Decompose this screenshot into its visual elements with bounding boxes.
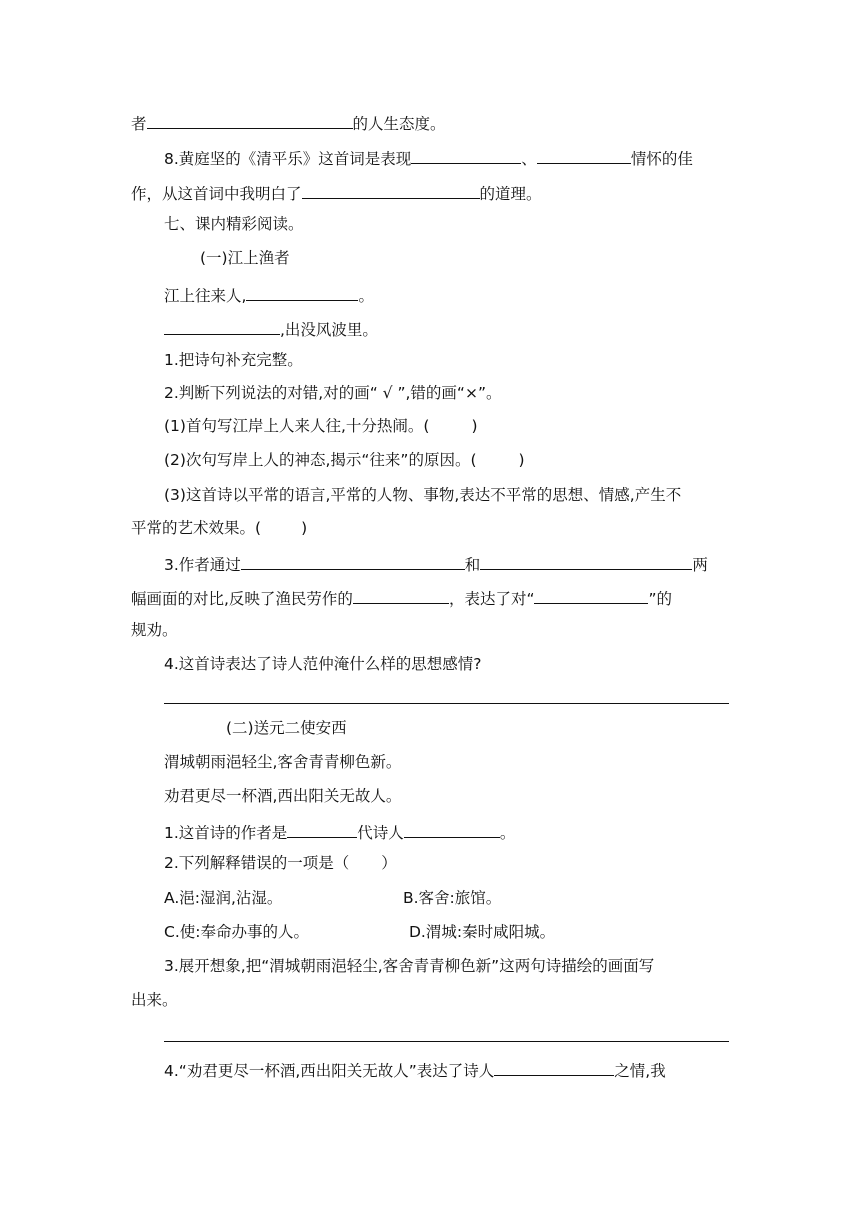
answer-blank[interactable] <box>241 552 465 570</box>
question-continued <box>131 586 672 609</box>
text: 8.黄庭坚的《清平乐》这首词是表现 <box>164 150 412 168</box>
question: 3.展开想象,把“渭城朝雨浥轻尘,客舍青青柳色新”这两句诗描绘的画面写 <box>164 957 655 975</box>
judge-item: (3)这首诗以平常的语言,平常的人物、事物,表达不平常的思想、情感,产生不 <box>164 486 682 504</box>
text: 情怀的佳 <box>630 150 693 168</box>
answer-line[interactable] <box>164 1041 729 1042</box>
text: ) <box>471 417 478 435</box>
text: 1.这首诗的作者是 <box>164 824 288 842</box>
text: 。 <box>499 824 516 842</box>
text: 两 <box>692 556 708 574</box>
text: 作，从这首词中我明白了 <box>131 185 302 203</box>
judge-item-continued <box>131 518 307 538</box>
answer-blank[interactable] <box>302 181 480 199</box>
question: 1.把诗句补充完整。 <box>164 351 303 369</box>
answer-blank[interactable] <box>537 146 631 164</box>
answer-blank[interactable] <box>164 317 280 335</box>
text: 幅画面的对比,反映了渔民劳作的 <box>131 590 353 608</box>
question-8-continued <box>131 181 542 204</box>
question-continued: 规劝。 <box>131 621 178 639</box>
judge-item <box>164 416 478 436</box>
question-8 <box>164 146 693 169</box>
text: 2.下列解释错误的一项是（ <box>164 854 350 872</box>
poem-title: (二)送元二使安西 <box>226 719 347 737</box>
text: ，表达了对“ <box>448 590 535 608</box>
question <box>164 853 397 873</box>
answer-blank[interactable] <box>353 586 449 604</box>
text: (2)次句写岸上人的神态,揭示“往来”的原因。( <box>164 451 477 469</box>
answer-line[interactable] <box>164 703 729 704</box>
answer-blank[interactable] <box>411 146 521 164</box>
text-line <box>131 111 446 134</box>
answer-blank[interactable] <box>494 1058 614 1076</box>
option-b: B.客舍:旅馆。 <box>403 889 502 907</box>
text: (1)首句写江岸上人来人往,十分热闹。( <box>164 417 430 435</box>
text: ) <box>518 451 525 469</box>
text: 江上往来人, <box>164 287 247 305</box>
text: 4.“劝君更尽一杯酒,西出阳关无故人”表达了诗人 <box>164 1062 495 1080</box>
answer-blank[interactable] <box>246 283 358 301</box>
text: 的人生态度。 <box>352 115 446 133</box>
poem-verse: 劝君更尽一杯酒,西出阳关无故人。 <box>164 787 402 805</box>
text: 者 <box>131 115 147 133</box>
poem-verse <box>164 283 374 306</box>
text: 之情,我 <box>614 1062 666 1080</box>
text: 、 <box>521 150 537 168</box>
answer-blank[interactable] <box>287 820 357 838</box>
question <box>164 820 515 843</box>
answer-blank[interactable] <box>534 586 648 604</box>
text: ） <box>381 854 397 872</box>
poem-title: (一)江上渔者 <box>200 249 290 267</box>
text: 。 <box>358 287 374 305</box>
answer-blank[interactable] <box>404 820 500 838</box>
judge-item <box>164 450 525 470</box>
question <box>164 1058 666 1081</box>
question-continued: 出来。 <box>131 991 178 1009</box>
text: 和 <box>464 556 481 574</box>
text: ,出没风波里。 <box>280 321 378 339</box>
question <box>164 552 708 575</box>
answer-blank[interactable] <box>480 552 692 570</box>
option-a: A.浥:湿润,沾湿。 <box>164 889 283 907</box>
text: 代诗人 <box>357 824 404 842</box>
section-heading: 七、课内精彩阅读。 <box>164 215 304 233</box>
text: ) <box>301 519 308 537</box>
option-c: C.使:奉命办事的人。 <box>164 923 309 941</box>
text: 的道理。 <box>479 185 542 203</box>
poem-verse: 渭城朝雨浥轻尘,客舍青青柳色新。 <box>164 753 402 771</box>
question: 4.这首诗表达了诗人范仲淹什么样的思想感情? <box>164 655 482 673</box>
answer-blank[interactable] <box>147 111 353 129</box>
text: 平常的艺术效果。( <box>131 519 262 537</box>
question: 2.判断下列说法的对错,对的画“ √ ”,错的画“×”。 <box>164 384 502 402</box>
text: ”的 <box>648 590 672 608</box>
text: 3.作者通过 <box>164 556 241 574</box>
poem-verse <box>164 317 378 340</box>
option-d: D.渭城:秦时咸阳城。 <box>409 923 556 941</box>
